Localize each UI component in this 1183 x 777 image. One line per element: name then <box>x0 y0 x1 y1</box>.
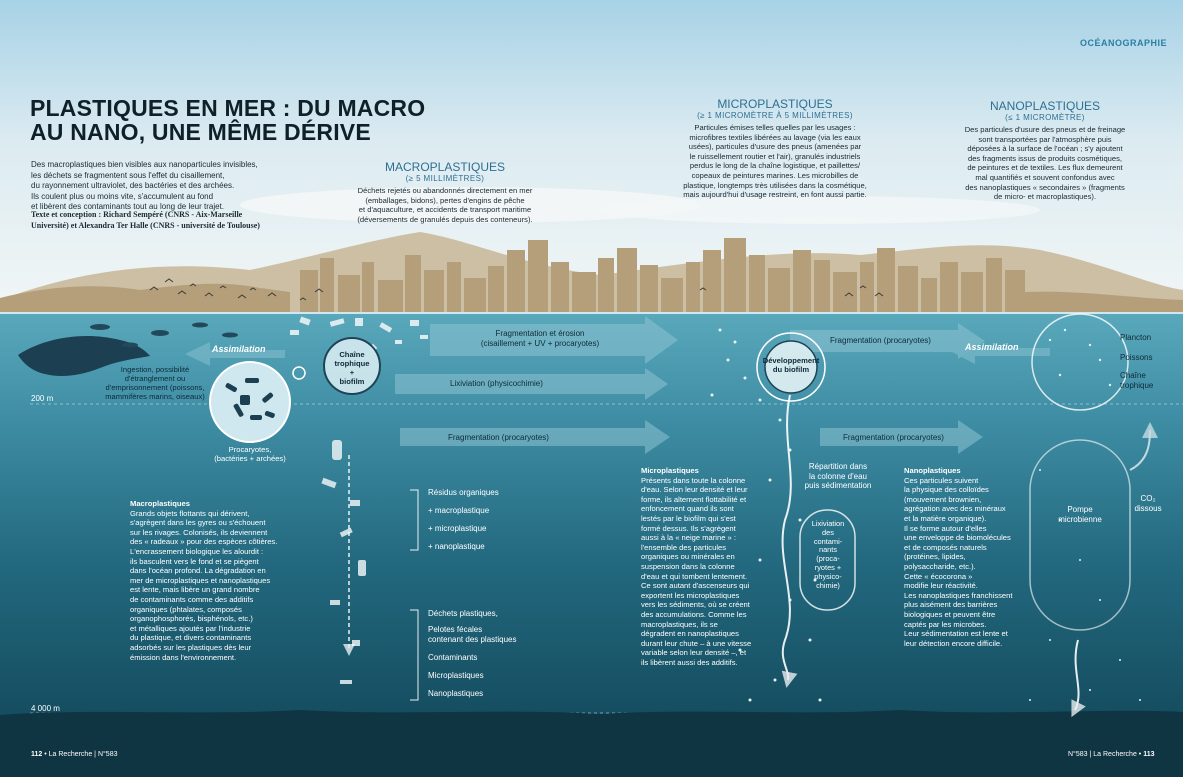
nano-text-line: Les nanoplastiques franchissent <box>904 590 1013 600</box>
macro-text-line: et métalliques ajoutés par l'industrie <box>130 623 251 633</box>
nano-text-line: Il se forme autour d'elles <box>904 523 987 533</box>
macro-text-line: adsorbés sur les plastiques dès leur <box>130 642 252 652</box>
macro-text-line: est lente, mais libère un grand nombre <box>130 585 260 595</box>
procaryotes-line: Procaryotes, <box>228 445 272 454</box>
nano-text-line: Leur sédimentation est lente et <box>904 629 1008 639</box>
intro-line: les déchets se fragmentent sous l'effet du cisaillement, <box>31 170 225 180</box>
macro-text-line: mer de microplastiques et nanoplastiques <box>130 575 271 585</box>
micro-size: (≥ 1 MICROMÈTRE À 5 MILLIMÈTRES) <box>697 111 853 120</box>
intro-line: et libèrent des contaminants tout au long de leur trajet. <box>31 202 225 211</box>
micro-text-line: d'eau et qui tombent lentement. <box>641 571 748 581</box>
micro-text-line: organiques ou minérales en <box>641 552 735 562</box>
micro-text-line: variable selon leur densité –, et <box>641 648 747 658</box>
page-number-right: 113 <box>1143 751 1155 758</box>
co2-line: CO₂ <box>1140 494 1156 503</box>
residus-item: + nanoplastique <box>428 542 485 551</box>
desc-line: des fragments issus de produits cosmétiques, <box>967 153 1123 163</box>
nano-text-line: la physique des colloïdes <box>904 485 989 495</box>
lixiviation-label: Lixiviation (physicochimie) <box>450 379 543 388</box>
desc-line: déposées à la surface de l'océan ; s'y ajoutent <box>967 144 1123 154</box>
ingestion-line: d'emprisonnement (poissons, <box>105 383 205 392</box>
frag-erosion-detail: (cisaillement + UV + procaryotes) <box>480 339 600 348</box>
macro-text-line: ils basculent vers le fond et se piègent <box>130 556 259 566</box>
desc-line: et d'aquaculture, et accidents de transport maritime <box>358 205 532 215</box>
seafloor <box>0 710 1183 777</box>
micro-text-line: durant leur chute – à une vitesse <box>641 638 752 648</box>
desc-line: de micro- et macroplastiques). <box>993 192 1097 202</box>
dechets-item: Microplastiques <box>428 671 484 680</box>
frag-procaryotes-label: Fragmentation (procaryotes) <box>448 433 549 442</box>
ct-line: Chaîne <box>1120 371 1146 380</box>
macro-text-line: organiques (phtalates, composés <box>130 604 242 614</box>
nano-text-line: et la matière organique). <box>904 513 987 523</box>
frag-erosion-title: Fragmentation et érosion <box>495 329 585 338</box>
nano-text-line: biologiques et peuvent être <box>904 609 996 619</box>
chaine-trophique-label <box>1120 371 1153 391</box>
nano-title: NANOPLASTIQUES <box>989 99 1101 113</box>
micro-text-line: Présents dans toute la colonne <box>641 475 746 485</box>
ingestion-label <box>80 365 230 401</box>
lc-line: nants <box>818 545 838 555</box>
pm-line: microbienne <box>1058 515 1102 524</box>
frag-procaryotes-label-2: Fragmentation (procaryotes) <box>843 433 944 442</box>
ingestion-line: d'étranglement ou <box>124 374 186 383</box>
frag-erosion-label <box>440 329 640 349</box>
credit-line: Texte et conception : Richard Sempéré (CNRS - Aix-Marseille <box>31 210 243 219</box>
macro-text-line: de contaminants comme des additifs <box>130 594 254 604</box>
lixiviation-contaminants-label <box>808 520 848 590</box>
procaryotes-label <box>200 445 300 463</box>
macro-desc <box>320 186 570 224</box>
nano-text-line: plus aisément des barrières <box>904 600 998 610</box>
intro-line: du rayonnement ultraviolet, des bactéries et des archées. <box>31 181 235 190</box>
lc-line: physico- <box>814 571 842 581</box>
nano-text-line: (mouvement brownien, <box>904 494 982 504</box>
micro-text-line: lestés par le biofilm qui s'est <box>641 513 736 523</box>
assimilation-label-2: Assimilation <box>965 342 1019 352</box>
dechets-item: Pelotes fécales <box>428 625 483 634</box>
nano-text-line: Ces particules suivent <box>904 475 979 485</box>
issue-right: N°583 <box>1068 751 1088 758</box>
desc-line: usées), particules d'usure des pneus (amenées par <box>688 142 862 152</box>
macro-text-line: sur les rivages. Colonisés, ils deviennent <box>130 527 268 537</box>
ct-line: trophique <box>1120 381 1154 390</box>
db-line: du biofilm <box>772 365 810 374</box>
nano-text-line: et de composés naturels <box>904 542 987 552</box>
nano-text-line: polysaccharide, etc.). <box>904 561 976 571</box>
nano-text-line: captés par les microbes. <box>904 619 987 629</box>
nano-text-line: modifie leur réactivité. <box>904 581 978 591</box>
title-line-1: PLASTIQUES EN MER : DU MACRO <box>30 95 426 121</box>
page-number-left: 112 <box>31 751 43 758</box>
desc-line: plastique, longtemps très utilisées dans la cosmétique, <box>683 180 867 190</box>
desc-line: (déversements de granulés depuis des conteneurs). <box>357 214 533 224</box>
macro-text-line: L'encrassement biologique les alourdit : <box>130 546 264 556</box>
desc-line: perdus le long de la chaîne logistique, et paillettes/ <box>689 161 861 171</box>
issue-left: N°583 <box>97 751 118 758</box>
section-label: OCÉANOGRAPHIE <box>1080 38 1168 48</box>
desc-line: microfibres textiles libérées au lavage (via les eaux <box>689 132 861 142</box>
desc-line: des nanoplastiques « secondaires » (fragments <box>965 182 1125 192</box>
macro-text-line: du plastique, et divers contaminants <box>130 633 252 643</box>
db-line: Développement <box>762 356 820 365</box>
plancton-label: Plancton <box>1120 333 1152 342</box>
assimilation-label-1: Assimilation <box>212 344 266 354</box>
micro-text-line: l'ensemble des particules <box>641 542 727 552</box>
macro-text-block <box>130 499 310 662</box>
macro-text-line: organophosphorés, bisphénols, etc.) <box>130 614 253 624</box>
nano-size: (≤ 1 MICROMÈTRE) <box>1005 113 1085 122</box>
lc-line: chimie) <box>816 580 840 590</box>
micro-text-line: des accumulations. Comme les <box>641 609 747 619</box>
macro-size: (≥ 5 MILLIMÈTRES) <box>405 174 485 183</box>
desc-line: Particules émises telles quelles par les usages : <box>694 123 856 132</box>
nano-text-line: (protéines, lipides, <box>904 552 966 562</box>
credit-text <box>31 210 286 231</box>
micro-text-line: forme, ils alternent flottabilité et <box>641 494 747 504</box>
micro-text-line: Ce sont autant d'ascenseurs qui <box>641 581 750 591</box>
desc-line: (emballages, bidons), pertes d'engins de pêche <box>365 195 525 205</box>
chaine-trophique-biofilm-label <box>327 350 377 386</box>
nano-text-line: Cette « écocorona » <box>904 571 973 581</box>
lc-line: (proca- <box>816 554 840 564</box>
micro-header <box>655 97 895 200</box>
rep-line: Répartition dans <box>808 462 868 471</box>
residus-item: Résidus organiques <box>428 488 499 497</box>
micro-text-title: Microplastiques <box>641 466 699 475</box>
ctb-line: Chaîne <box>339 350 365 359</box>
procaryotes-line: (bactéries + archées) <box>214 454 286 463</box>
rep-line: puis sédimentation <box>804 481 872 490</box>
desc-line: le ruissellement routier et l'air), granulés industriels <box>689 151 861 161</box>
micro-text-line: macroplastiques, ils se <box>641 619 718 629</box>
nano-text-line: leur détection encore difficile. <box>904 638 1003 648</box>
residus-item: + microplastique <box>428 524 487 533</box>
macro-text-line: Grands objets flottants qui dérivent, <box>130 508 250 518</box>
residus-item: + macroplastique <box>428 506 490 515</box>
rep-line: la colonne d'eau <box>808 471 868 481</box>
desc-line: Des particules d'usure des pneus et de freinage <box>964 125 1126 134</box>
ctb-line: trophique <box>334 359 370 368</box>
nano-text-line: une enveloppe de biomolécules <box>904 533 1011 543</box>
page-title <box>30 96 425 144</box>
macro-header <box>320 160 570 224</box>
dechets-item: Contaminants <box>428 653 478 662</box>
nano-text-title: Nanoplastiques <box>904 466 961 475</box>
dechets-item: contenant des plastiques <box>428 635 517 644</box>
micro-text-line: aussi à la « neige marine » : <box>641 533 736 543</box>
developpement-biofilm-label <box>756 356 826 374</box>
micro-text-line: suspension dans la colonne <box>641 561 735 571</box>
title-line-2: AU NANO, UNE MÊME DÉRIVE <box>30 119 371 145</box>
desc-line: Déchets rejetés ou abandonnés directement en mer <box>357 186 533 195</box>
lc-line: ryotes + <box>814 562 842 572</box>
co2-label <box>1128 494 1168 514</box>
macro-text-line: s'agrègent dans les gyres ou s'échouent <box>130 518 266 528</box>
micro-text-line: d'eau. Selon leur densité et leur <box>641 485 748 495</box>
macro-text-title: Macroplastiques <box>130 499 190 508</box>
nano-text-line: agrégation avec des minéraux <box>904 504 1006 514</box>
pm-line: Pompe <box>1067 505 1093 514</box>
desc-line: mal quantifiés et souvent confondus avec <box>975 172 1115 182</box>
macro-text-line: dans l'océan profond. La dégradation en <box>130 566 266 576</box>
lc-line: contami- <box>813 536 843 546</box>
desc-line: mais aujourd'hui d'usage restreint, en font aussi partie. <box>683 190 867 200</box>
nano-text-block <box>904 466 1034 648</box>
nano-desc <box>945 125 1145 202</box>
poissons-label: Poissons <box>1120 353 1153 362</box>
micro-text-line: formé dessus. Ils s'agrègent <box>641 523 736 533</box>
co2-line: dissous <box>1134 504 1162 513</box>
micro-text-line: ils libèrent aussi des additifs. <box>641 657 738 667</box>
dechets-list <box>428 609 517 699</box>
micro-desc <box>655 123 895 200</box>
nano-header <box>945 99 1145 202</box>
lc-line: Lixiviation <box>811 519 845 528</box>
intro-text <box>31 160 286 213</box>
residus-list <box>428 488 499 552</box>
micro-text-line: vers les sédiments, où se créent <box>641 600 750 610</box>
magazine-name-right: La Recherche <box>1093 751 1137 758</box>
micro-text-line: enfoncement quand ils sont <box>641 504 734 514</box>
ctb-line: biofilm <box>339 377 365 386</box>
frag-procaryotes-label-3: Fragmentation (procaryotes) <box>830 336 931 345</box>
pompe-microbienne-label <box>1045 505 1115 525</box>
desc-line: sont transportées par l'atmosphère puis <box>978 134 1112 144</box>
footer-right: N°583 | La Recherche • 113 <box>1068 751 1155 758</box>
depth-4000: 4 000 m <box>31 704 60 713</box>
micro-text-line: dégradent en nanoplastiques <box>641 629 739 639</box>
footer-left: 112 • La Recherche | N°583 <box>31 751 118 758</box>
depth-200: 200 m <box>31 394 54 403</box>
ingestion-line: Ingestion, possibilité <box>120 365 190 374</box>
magazine-name-left: La Recherche <box>48 751 93 758</box>
dechets-item: Nanoplastiques <box>428 689 484 698</box>
micro-title: MICROPLASTIQUES <box>717 97 833 111</box>
dechets-item: Déchets plastiques, <box>428 609 498 618</box>
ctb-line: + <box>349 368 355 377</box>
repartition-label <box>788 462 888 491</box>
lc-line: des <box>822 527 834 537</box>
ingestion-line: mammifères marins, oiseaux) <box>105 392 205 401</box>
desc-line: copeaux de peintures marines. Les microbilles de <box>691 170 859 180</box>
credit-line: Université) et Alexandra Ter Halle (CNRS - université de Toulouse) <box>31 220 260 230</box>
macro-title: MACROPLASTIQUES <box>384 160 506 174</box>
macro-text-line: émission dans l'environnement. <box>130 652 237 662</box>
desc-line: de peintures et de textiles. Les flux demeurent <box>967 163 1123 173</box>
macro-text-line: des « radeaux » pour des espèces côtières. <box>130 537 278 547</box>
intro-line: Ils coulent plus ou moins vite, s'accumulent au fond <box>31 191 214 201</box>
intro-line: Des macroplastiques bien visibles aux nanoparticules invisibles, <box>31 160 258 169</box>
micro-text-line: exportent les microplastiques <box>641 590 740 600</box>
micro-text-block <box>641 466 771 667</box>
